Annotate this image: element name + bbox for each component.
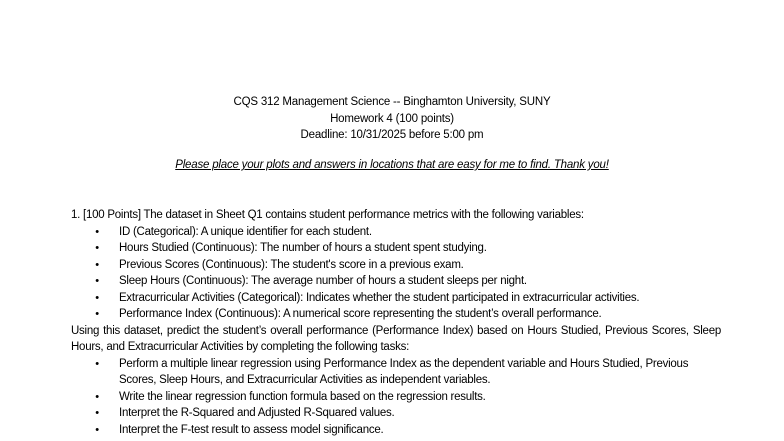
bullet-icon: •: [95, 423, 99, 436]
list-item: • Interpret the R-Squared and Adjusted R-Squared values.: [71, 405, 721, 422]
document-header: [0, 94, 784, 144]
task-list: [71, 356, 721, 439]
list-item: • Performance Index (Continuous): A numerical score representing the student’s overall performance.: [71, 306, 721, 323]
instructions-note: Please place your plots and answers in locations that are easy for me to find. Thank you!: [175, 159, 609, 171]
bullet-icon: •: [95, 390, 99, 403]
bullet-icon: •: [95, 225, 99, 238]
list-item: • Extracurricular Activities (Categorical): Indicates whether the student participated in extracurricular activities.: [71, 290, 721, 307]
question-instruction: Using this dataset, predict the student’s overall performance (Performance Index) based on Hours Studied, Previous Scores, Sleep Hours, and Extracurricular Activities by completing the following tasks:: [71, 324, 721, 353]
course-title: CQS 312 Management Science -- Binghamton University, SUNY: [233, 96, 551, 108]
bullet-icon: •: [95, 242, 99, 254]
list-item: • Write the linear regression function formula based on the regression results.: [71, 389, 721, 406]
bullet-icon: •: [95, 357, 99, 370]
bullet-icon: •: [95, 258, 99, 271]
list-item: • ID (Categorical): A unique identifier for each student.: [71, 224, 721, 241]
variable-list: [71, 224, 721, 323]
question-intro: 1. [100 Points] The dataset in Sheet Q1 contains student performance metrics with the following variables:: [71, 209, 584, 221]
list-item: • Interpret the F-test result to assess model significance.: [71, 422, 721, 439]
bullet-icon: •: [95, 308, 99, 320]
list-item: • Hours Studied (Continuous): The number of hours a student spent studying.: [71, 240, 721, 257]
list-item: • Perform a multiple linear regression using Performance Index as the dependent variable and Hours Studied, Previous Scores, Sleep Hours, and Extracurricular Activities as independent variables.: [71, 356, 721, 389]
list-item: • Sleep Hours (Continuous): The average number of hours a student sleeps per night.: [71, 273, 721, 290]
list-item: • Previous Scores (Continuous): The student's score in a previous exam.: [71, 257, 721, 274]
homework-title: Homework 4 (100 points): [330, 112, 454, 125]
bullet-icon: •: [95, 291, 99, 304]
bullet-icon: •: [95, 275, 99, 287]
question-1: [71, 207, 721, 438]
deadline: Deadline: 10/31/2025 before 5:00 pm: [300, 129, 484, 141]
bullet-icon: •: [95, 407, 99, 419]
